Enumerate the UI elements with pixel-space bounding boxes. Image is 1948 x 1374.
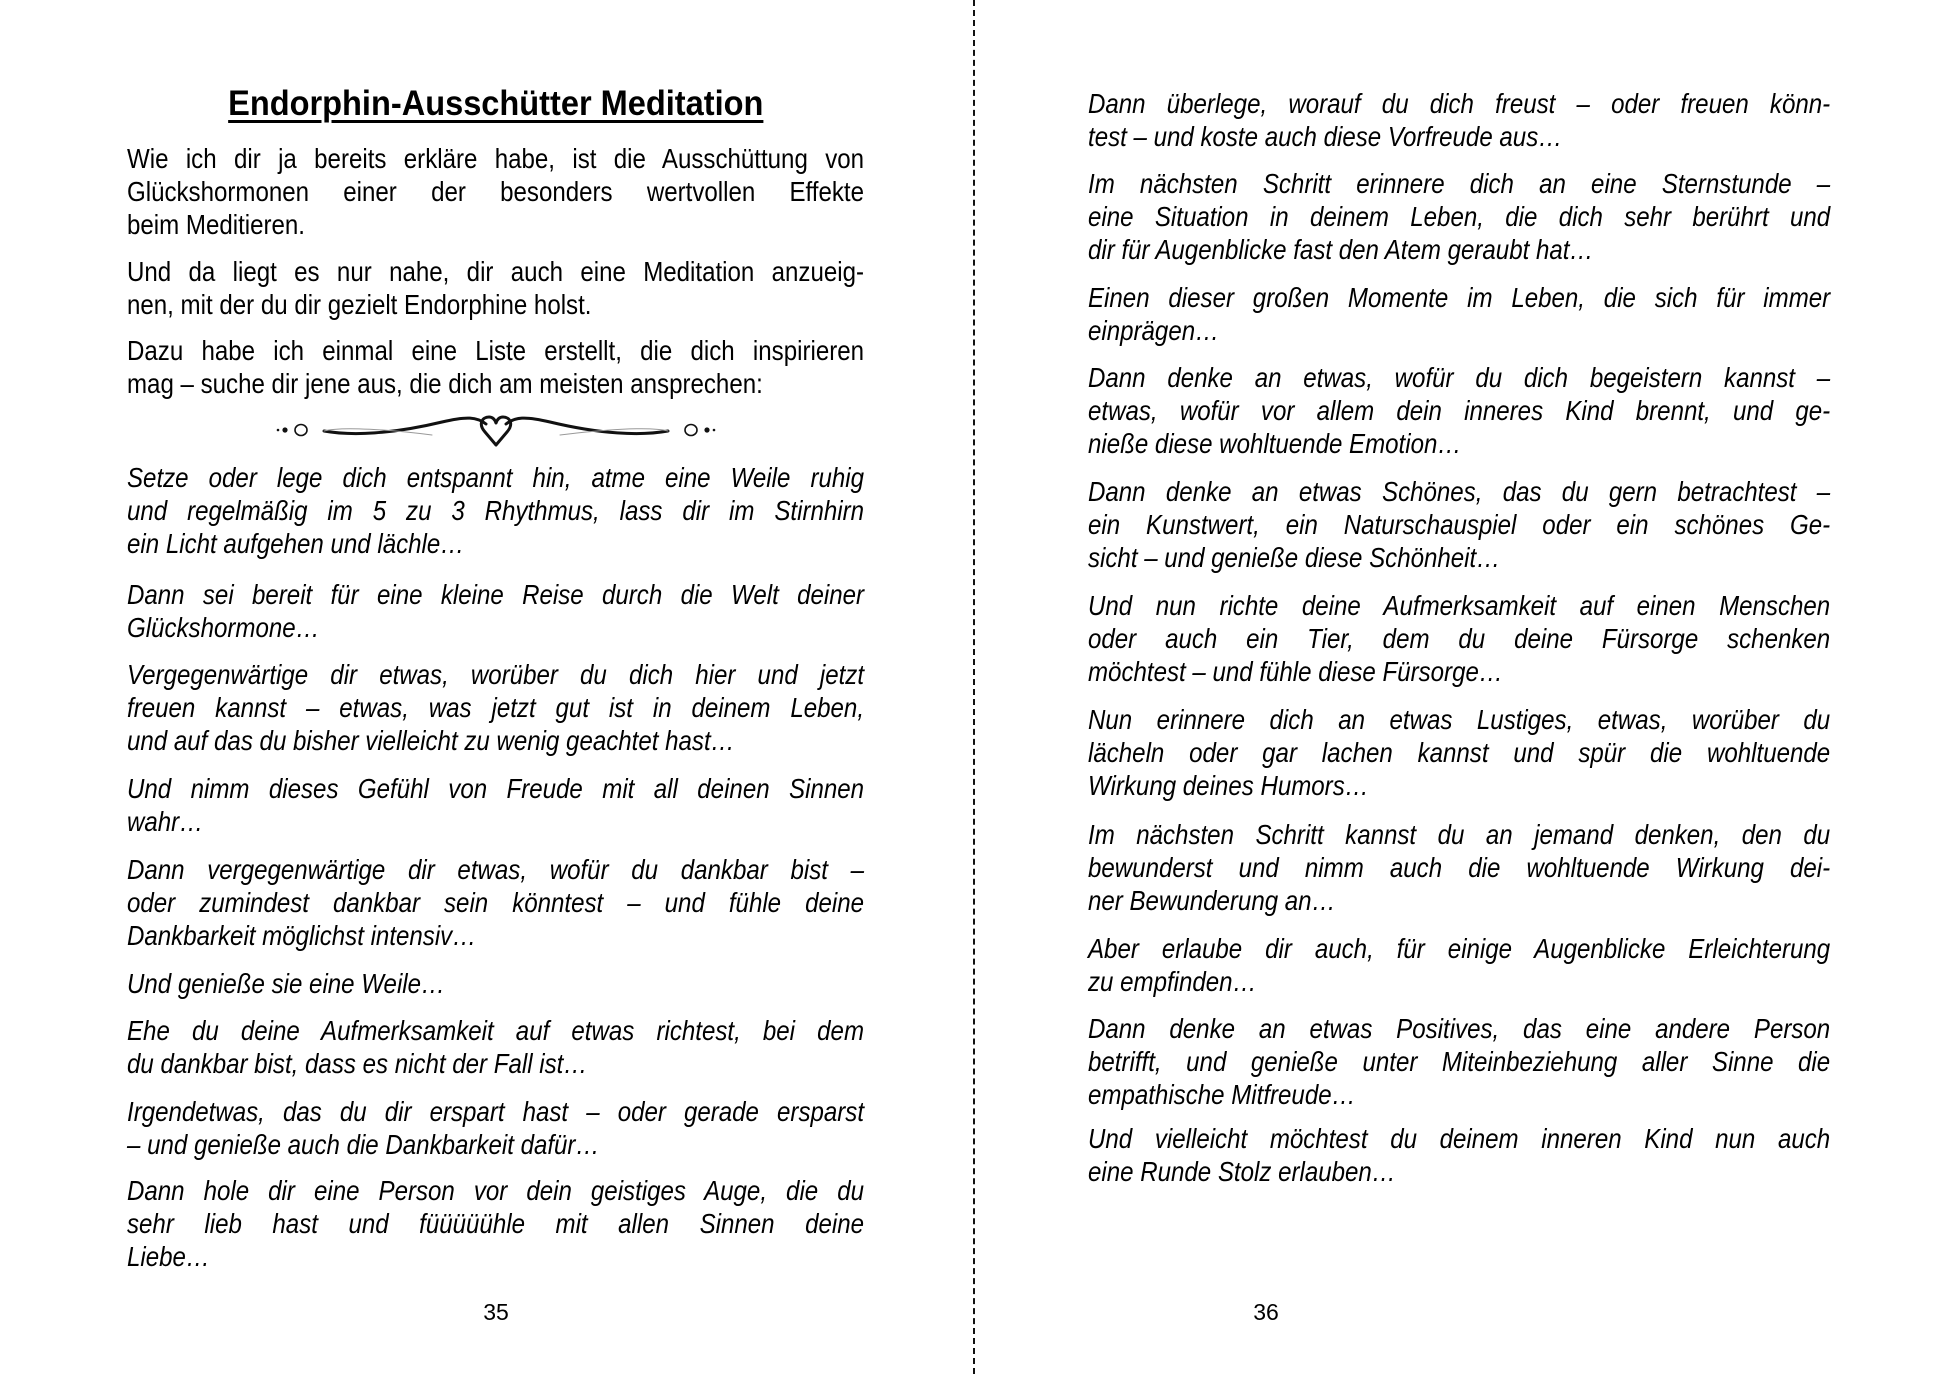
text-line: und regelmäßig im 5 zu 3 Rhythmus, lass dir im Stirnhirn xyxy=(127,495,865,526)
paragraph xyxy=(1088,87,1830,153)
text-line: bewunderst und nimm auch die wohltuende Wirkung dei- xyxy=(1088,852,1831,883)
text-line: Dann überlege, worauf du dich freust – oder freuen könn- xyxy=(1088,88,1831,119)
paragraph xyxy=(1088,281,1830,347)
page-title xyxy=(127,84,864,124)
text-line: Dann denke an etwas Schönes, das du gern betrachtest – xyxy=(1088,476,1831,507)
text-line: nieße diese wohltuende Emotion… xyxy=(1088,428,1462,459)
text-line: nen, mit der du dir gezielt Endorphine holst. xyxy=(127,289,592,320)
paragraph xyxy=(127,967,864,1000)
text-line: Dazu habe ich einmal eine Liste erstellt, die dich inspirieren xyxy=(127,335,865,366)
paragraph xyxy=(1088,361,1830,460)
text-line: Setze oder lege dich entspannt hin, atme eine Weile ruhig xyxy=(127,462,865,493)
text-line: Dann denke an etwas Positives, das eine andere Person xyxy=(1088,1013,1831,1044)
text-line: Und nun richte deine Aufmerksamkeit auf einen Menschen xyxy=(1088,590,1831,621)
paragraph xyxy=(1088,475,1830,574)
text-line: betrifft, und genieße unter Miteinbeziehung aller Sinne die xyxy=(1088,1046,1831,1077)
text-line: ner Bewunderung an… xyxy=(1088,885,1336,916)
text-line: Im nächsten Schritt erinnere dich an eine Sternstunde – xyxy=(1088,168,1831,199)
text-line: oder zumindest dankbar sein könntest – und fühle deine xyxy=(127,887,865,918)
text-line: ein Kunstwert, ein Naturschauspiel oder ein schönes Ge- xyxy=(1088,509,1831,540)
text-line: mag – suche dir jene aus, die dich am meisten ansprechen: xyxy=(127,368,763,399)
text-line: – und genieße auch die Dankbarkeit dafür… xyxy=(127,1129,600,1160)
text-line: dir für Augenblicke fast den Atem geraubt hat… xyxy=(1088,234,1594,265)
text-line: beim Meditieren. xyxy=(127,209,306,240)
text-line: Aber erlaube dir auch, für einige Augenblicke Erleichterung xyxy=(1088,933,1831,964)
paragraph xyxy=(127,1014,864,1080)
paragraph xyxy=(127,578,864,644)
page-fold-divider xyxy=(973,0,975,1374)
text-line: Dankbarkeit möglichst intensiv… xyxy=(127,920,477,951)
paragraph xyxy=(1088,167,1830,266)
text-line: freuen kannst – etwas, was jetzt gut ist in deinem Leben, xyxy=(127,692,865,723)
text-line: ein Licht aufgehen und lächle… xyxy=(127,528,465,559)
paragraph xyxy=(127,772,864,838)
paragraph xyxy=(127,853,864,952)
text-line: sehr lieb hast und füüüüühle mit allen Sinnen deine xyxy=(127,1208,865,1239)
paragraph xyxy=(127,658,864,757)
paragraph xyxy=(127,334,864,400)
text-line: einprägen… xyxy=(1088,315,1220,346)
text-line: wahr… xyxy=(127,806,204,837)
text-line: etwas, wofür vor allem dein inneres Kind brennt, und ge- xyxy=(1088,395,1831,426)
text-line: möchtest – und fühle diese Fürsorge… xyxy=(1088,656,1503,687)
text-line: Und nimm dieses Gefühl von Freude mit all deinen Sinnen xyxy=(127,773,865,804)
text-line: Dann denke an etwas, wofür du dich begeistern kannst – xyxy=(1088,362,1831,393)
text-line: du dankbar bist, dass es nicht der Fall ist… xyxy=(127,1048,588,1079)
text-line: Dann vergegenwärtige dir etwas, wofür du dankbar bist – xyxy=(127,854,865,885)
heart-flourish-divider-icon xyxy=(272,412,720,448)
text-line: Und da liegt es nur nahe, dir auch eine Meditation anzueig- xyxy=(127,256,865,287)
paragraph xyxy=(127,1095,864,1161)
text-line: Ehe du deine Aufmerksamkeit auf etwas richtest, bei dem xyxy=(127,1015,865,1046)
text-line: Im nächsten Schritt kannst du an jemand denken, den du xyxy=(1088,819,1831,850)
text-line: oder auch ein Tier, dem du deine Fürsorge schenken xyxy=(1088,623,1831,654)
text-line: Dann sei bereit für eine kleine Reise durch die Welt deiner xyxy=(127,579,865,610)
text-line: Wie ich dir ja bereits erkläre habe, ist die Ausschüttung von xyxy=(127,143,865,174)
text-line: Liebe… xyxy=(127,1241,211,1272)
text-line: sicht – und genieße diese Schönheit… xyxy=(1088,542,1501,573)
text-line: Dann hole dir eine Person vor dein geistiges Auge, die du xyxy=(127,1175,865,1206)
text-line: test – und koste auch diese Vorfreude aus… xyxy=(1088,121,1563,152)
text-line: Einen dieser großen Momente im Leben, die sich für immer xyxy=(1088,282,1831,313)
paragraph xyxy=(1088,703,1830,802)
text-line: Nun erinnere dich an etwas Lustiges, etwas, worüber du xyxy=(1088,704,1831,735)
title-text: Endorphin-Ausschütter Meditation xyxy=(227,84,764,123)
paragraph xyxy=(1088,932,1830,998)
paragraph xyxy=(1088,1012,1830,1111)
paragraph xyxy=(1088,1122,1830,1188)
text-line: Vergegenwärtige dir etwas, worüber du dich hier und jetzt xyxy=(127,659,865,690)
text-line: empathische Mitfreude… xyxy=(1088,1079,1356,1110)
paragraph xyxy=(127,1174,864,1273)
text-line: Glückshormonen einer der besonders wertvollen Effekte xyxy=(127,176,865,207)
page-number: 36 xyxy=(1253,1299,1279,1325)
text-line: eine Situation in deinem Leben, die dich sehr berührt und xyxy=(1088,201,1831,232)
text-line: lächeln oder gar lachen kannst und spür die wohltuende xyxy=(1088,737,1831,768)
text-line: Wirkung deines Humors… xyxy=(1088,770,1369,801)
text-line: eine Runde Stolz erlauben… xyxy=(1088,1156,1396,1187)
text-line: zu empfinden… xyxy=(1088,966,1257,997)
text-line: und auf das du bisher vielleicht zu wenig geachtet hast… xyxy=(127,725,735,756)
paragraph xyxy=(1088,589,1830,688)
page-number: 35 xyxy=(483,1299,509,1325)
paragraph xyxy=(127,142,864,241)
text-line: Und genieße sie eine Weile… xyxy=(127,968,446,999)
text-line: Irgendetwas, das du dir erspart hast – oder gerade ersparst xyxy=(127,1096,865,1127)
paragraph xyxy=(1088,818,1830,917)
paragraph xyxy=(127,461,864,560)
right-page xyxy=(976,0,1948,1374)
text-line: Und vielleicht möchtest du deinem inneren Kind nun auch xyxy=(1088,1123,1831,1154)
paragraph xyxy=(127,255,864,321)
text-line: Glückshormone… xyxy=(127,612,320,643)
